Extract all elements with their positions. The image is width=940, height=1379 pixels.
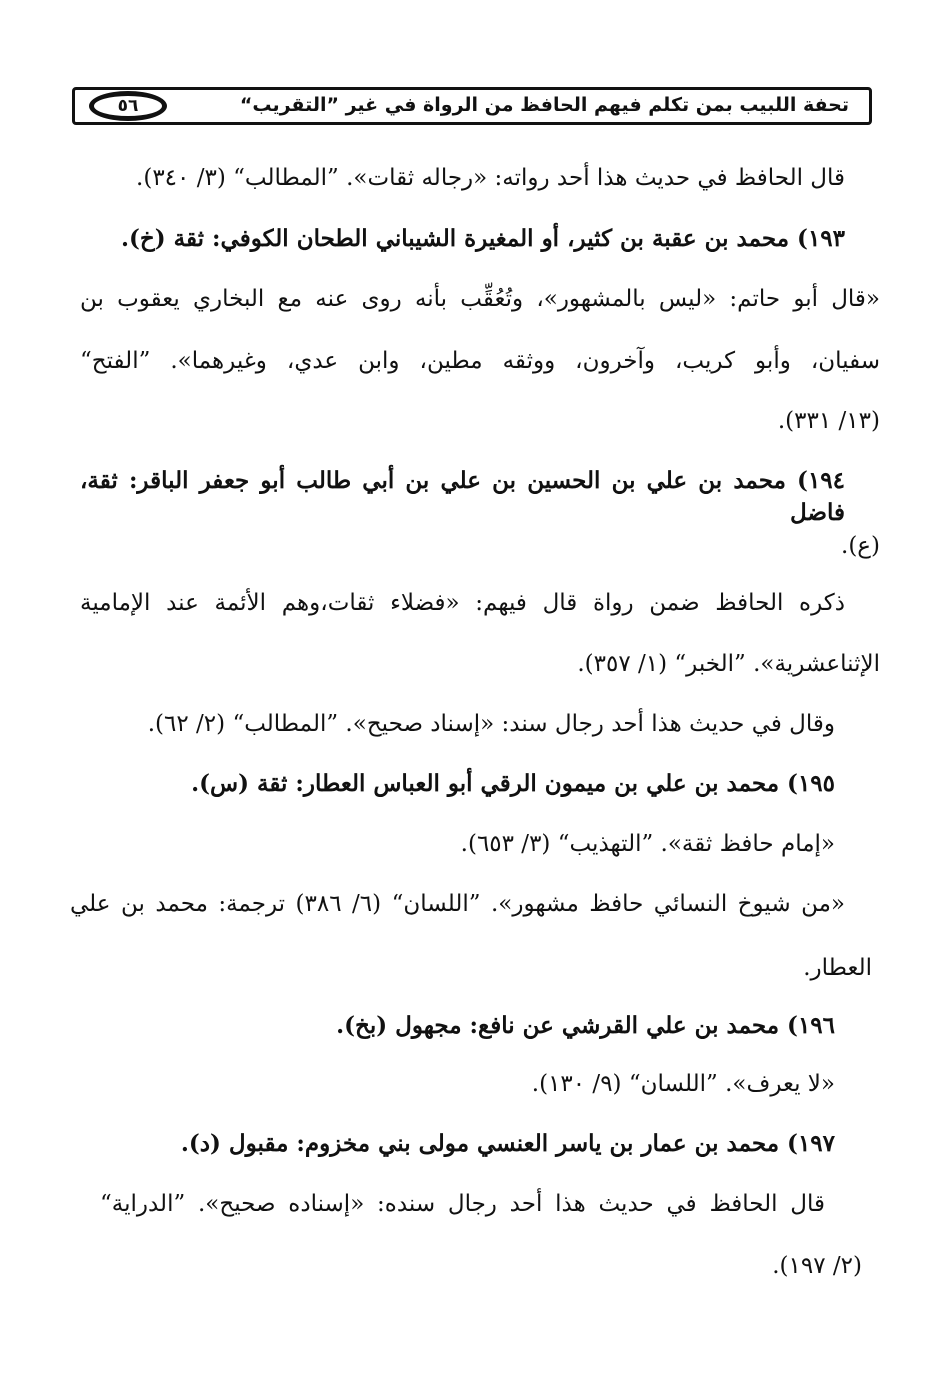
page-number: ٥٦ xyxy=(89,91,167,121)
entry-heading: ١٩٣) محمد بن عقبة بن كثير، أو المغيرة الشيباني الطحان الكوفي: ثقة (خ). xyxy=(121,225,845,252)
entry-heading: ١٩٦) محمد بن علي القرشي عن نافع: مجهول (بخ). xyxy=(336,1012,835,1039)
text-line: وقال في حديث هذا أحد رجال سند: «إسناد صحيح». ”المطالب“ (٢/ ٦٢). xyxy=(147,711,835,737)
entry-heading: ١٩٤) محمد بن علي بن الحسين بن علي بن أبي طالب أبو جعفر الباقر: ثقة، فاضل xyxy=(80,467,845,526)
text-line: (ع). xyxy=(841,533,880,559)
running-header xyxy=(72,87,872,125)
text-line: «قال أبو حاتم: «ليس بالمشهور»، وتُعُقِّب بأنه روى عنه مع البخاري يعقوب بن xyxy=(80,286,880,312)
text-line: العطار. xyxy=(803,955,872,981)
text-line: ذكره الحافظ ضمن رواة قال فيهم: «فضلاء ثقات،وهم الأئمة عند الإمامية xyxy=(80,590,845,616)
text-line: (٢/ ١٩٧). xyxy=(772,1253,862,1279)
text-line: «إمام حافظ ثقة». ”التهذيب“ (٣/ ٦٥٣). xyxy=(460,831,835,857)
text-line: (١٣/ ٣٣١). xyxy=(777,408,880,434)
text-line: قال الحافظ في حديث هذا أحد رجال سنده: «إسناده صحيح». ”الدراية“ xyxy=(100,1191,825,1217)
entry-heading: ١٩٥) محمد بن علي بن ميمون الرقي أبو العباس العطار: ثقة (س). xyxy=(191,770,835,797)
text-line: «من شيوخ النسائي حافظ مشهور». ”اللسان“ (٦/ ٣٨٦) ترجمة: محمد بن علي xyxy=(70,891,845,917)
book-title: تحفة اللبيب بمن تكلم فيهم الحافظ من الرواة في غير ”التقريب“ xyxy=(239,94,849,116)
text-line: قال الحافظ في حديث هذا أحد رواته: «رجاله ثقات». ”المطالب“ (٣/ ٣٤٠). xyxy=(136,165,845,191)
text-line: «لا يعرف». ”اللسان“ (٩/ ١٣٠). xyxy=(531,1071,835,1097)
entry-heading: ١٩٧) محمد بن عمار بن ياسر العنسي مولى بني مخزوم: مقبول (د). xyxy=(180,1130,835,1157)
text-line: سفيان، وأبو كريب، وآخرون، ووثقه مطين، وابن عدي، وغيرهما». ”الفتح“ xyxy=(80,348,880,374)
text-line: الإثناعشرية». ”الخبر“ (١/ ٣٥٧). xyxy=(577,651,880,677)
